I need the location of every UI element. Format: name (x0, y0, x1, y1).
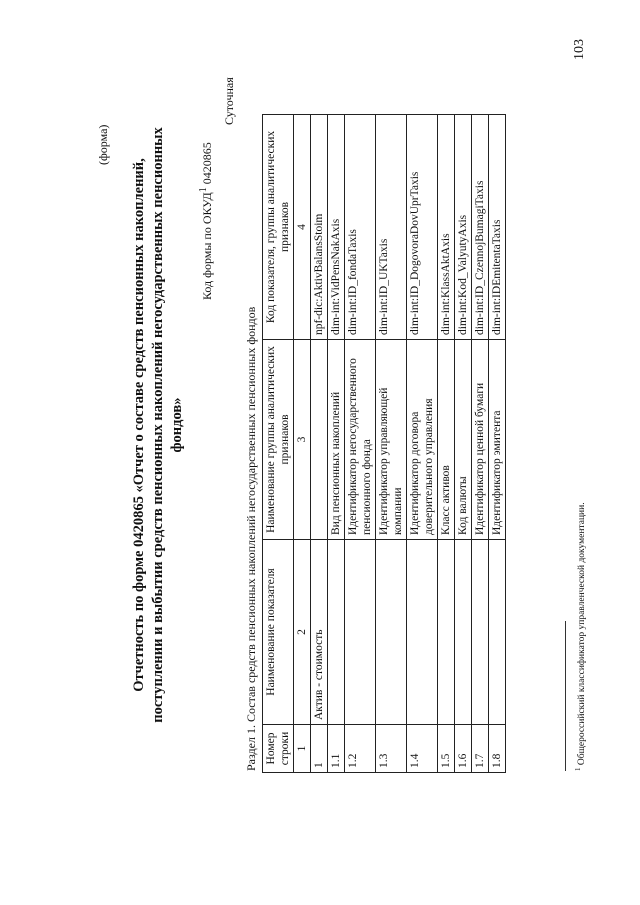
table-column-number-row (294, 115, 311, 773)
row-number: 1.8 (489, 725, 506, 773)
indicator-code: dim-int:ID_DogovoraDovUprTaxis (407, 115, 438, 340)
group-name: Идентификатор негосударственного пенсионного фонда (345, 340, 376, 540)
row-number: 1.2 (345, 725, 376, 773)
group-name: Вид пенсионных накоплений (328, 340, 345, 540)
row-number: 1.4 (407, 725, 438, 773)
row-number: 1.5 (438, 725, 455, 773)
header-row-number: Номер строки (263, 725, 294, 773)
column-number: 4 (294, 115, 311, 340)
table-row (472, 115, 489, 773)
header-indicator-name: Наименование показателя (263, 540, 294, 725)
group-name: Идентификатор договора доверительного управления (407, 340, 438, 540)
indicator-code: dim-int:Kod_ValyutyAxis (455, 115, 472, 340)
row-number: 1.7 (472, 725, 489, 773)
indicator-name (345, 540, 376, 725)
indicator-name: Актив - стоимость (311, 540, 328, 725)
header-code: Код показателя, группы аналитических признаков (263, 115, 294, 340)
form-label: (форма) (96, 124, 110, 165)
group-name: Класс активов (438, 340, 455, 540)
footnote-divider (565, 621, 566, 771)
okud-footnote-mark: 1 (198, 187, 209, 193)
row-number: 1.1 (328, 725, 345, 773)
column-number: 3 (294, 340, 311, 540)
table-row (438, 115, 455, 773)
okud-code-value: 0420865 (200, 142, 214, 185)
indicator-code: dim-int:VidPensNakAxis (328, 115, 345, 340)
indicator-name (472, 540, 489, 725)
row-number: 1.3 (376, 725, 407, 773)
table-row (489, 115, 506, 773)
table-row (345, 115, 376, 773)
indicator-code: dim-int:ID_UKTaxis (376, 115, 407, 340)
report-title-line-2: поступлении и выбытии средств пенсионных накоплений негосударственных пенсионных фондов» (150, 127, 185, 723)
indicator-code: dim-int:KlassAktAxis (438, 115, 455, 340)
column-number: 1 (294, 725, 311, 773)
report-title-line-1: Отчетность по форме 0420865 «Отчет о составе средств пенсионных накоплений, (131, 158, 147, 692)
indicator-name (455, 540, 472, 725)
table-row (376, 115, 407, 773)
page-number: 103 (572, 39, 587, 60)
header-group-name: Наименование группы аналитических признаков (263, 340, 294, 540)
section-caption: Раздел 1. Состав средств пенсионных накоплений негосударственных пенсионных фондов (244, 306, 258, 771)
table-row (311, 115, 328, 773)
group-name (311, 340, 328, 540)
footnote (574, 502, 587, 771)
indicator-name (438, 540, 455, 725)
group-name: Идентификатор управляющей компании (376, 340, 407, 540)
indicator-name (376, 540, 407, 725)
row-number: 1 (311, 725, 328, 773)
footnote-mark: 1 (574, 767, 582, 771)
indicator-code: dim-int:ID_CzennojBumagiTaxis (472, 115, 489, 340)
indicator-code: dim-int:IDEmitentaTaxis (489, 115, 506, 340)
indicator-code: npf-dic:AktivBalansStoim (311, 115, 328, 340)
indicator-code: dim-int:ID_fondaTaxis (345, 115, 376, 340)
report-title (130, 115, 187, 735)
row-number: 1.6 (455, 725, 472, 773)
indicator-name (489, 540, 506, 725)
column-number: 2 (294, 540, 311, 725)
group-name: Идентификатор эмитента (489, 340, 506, 540)
okud-label-text: Код формы по ОКУД (200, 192, 214, 300)
indicators-table (262, 114, 506, 773)
indicator-name (328, 540, 345, 725)
okud-code-label (198, 142, 215, 300)
periodicity-label: Суточная (222, 77, 236, 125)
table-row (328, 115, 345, 773)
table-row (455, 115, 472, 773)
table-header-row (263, 115, 294, 773)
table-row (407, 115, 438, 773)
group-name: Идентификатор ценной бумаги (472, 340, 489, 540)
group-name: Код валюты (455, 340, 472, 540)
footnote-text: Общероссийский классификатор управленческой документации. (577, 502, 588, 766)
indicator-name (407, 540, 438, 725)
